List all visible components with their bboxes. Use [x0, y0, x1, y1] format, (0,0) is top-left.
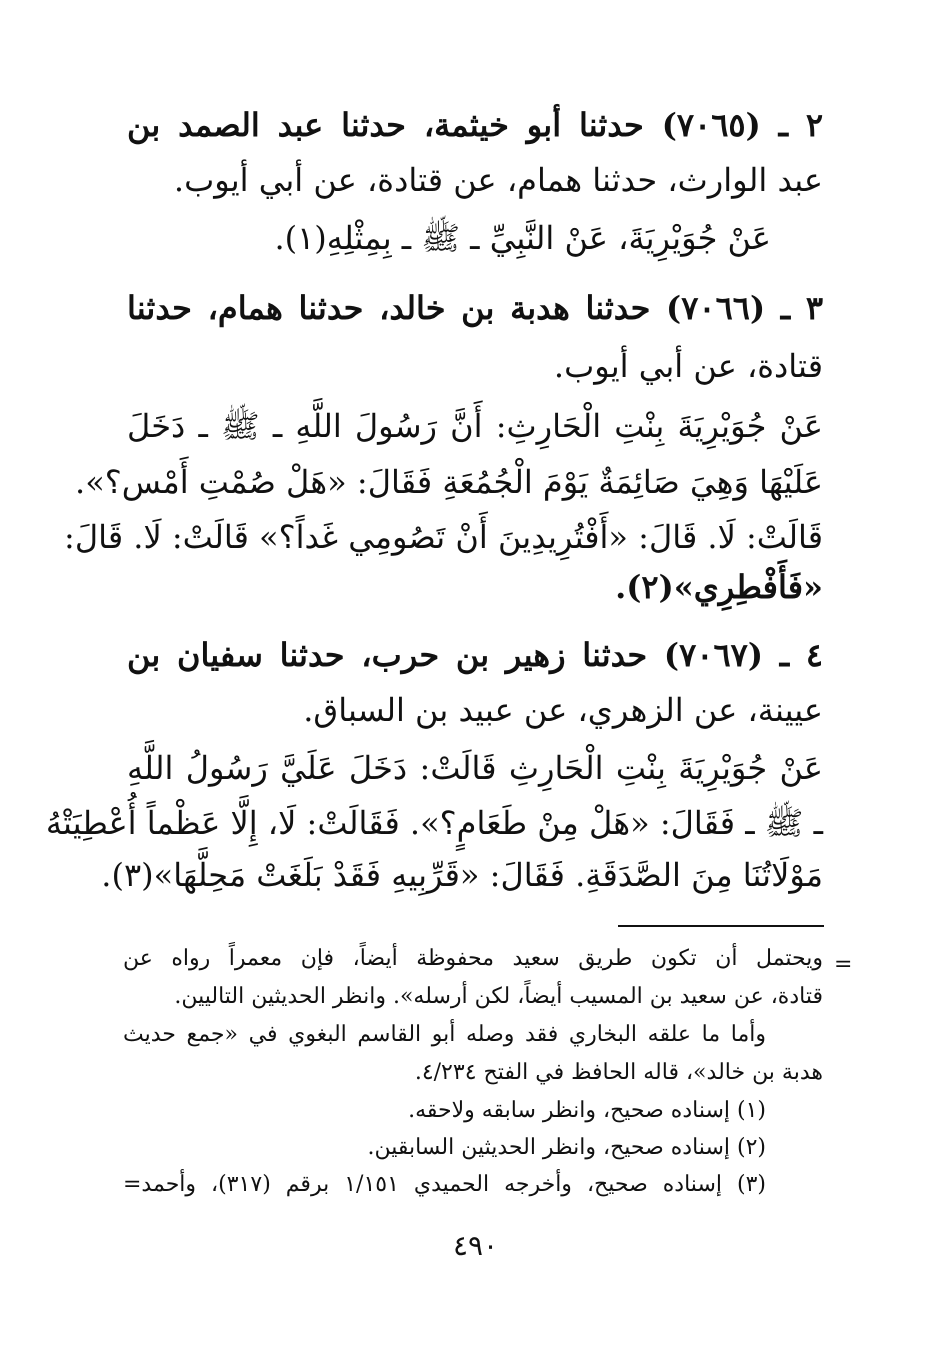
footnote-separator: [618, 925, 824, 927]
footnote-continued-line-3: وأما ما علقه البخاري فقد وصله أبو القاسم البغوي في «جمع حديث: [123, 1022, 766, 1047]
hadith-7067-chain-line-2: عيينة، عن الزهري، عن عبيد بن السباق.: [303, 691, 823, 729]
footnote-continued-line-2: قتادة، عن سعيد بن المسيب أيضاً، لكن أرسله». وانظر الحديثين التاليين.: [174, 984, 823, 1009]
hadith-7065-chain-line-1: ٢ ـ (٧٠٦٥) حدثنا أبو خيثمة، حدثنا عبد الصمد بن: [127, 106, 824, 144]
hadith-7066-matn-line-2: عَلَيْهَا وَهِيَ صَائِمَةٌ يَوْمَ الْجُمُعَةِ فَقَالَ: «هَلْ صُمْتِ أَمْس؟».: [75, 463, 823, 501]
footnote-2: (٢) إسناده صحيح، وانظر الحديثين السابقين.: [367, 1135, 766, 1160]
hadith-7065-matn-line-1: عَنْ جُوَيْرِيَةَ، عَنْ النَّبِيِّ ـ ﷺ ـ بِمِثْلِهِ(١).: [274, 219, 771, 257]
footnote-continuation-mark: =: [834, 952, 853, 977]
page-number: ٤٩٠: [452, 1229, 499, 1262]
footnote-1: (١) إسناده صحيح، وانظر سابقه ولاحقه.: [408, 1098, 766, 1123]
hadith-7066-matn-line-3: قَالَتْ: لَا. قَالَ: «أَفْتُرِيدِينَ أَنْ تَصُومِي غَداً؟» قَالَتْ: لَا. قَالَ:: [64, 518, 823, 556]
hadith-7066-matn-line-1: عَنْ جُوَيْرِيَةَ بِنْتِ الْحَارِثِ: أَنَّ رَسُولَ اللَّهِ ـ ﷺ ـ دَخَلَ: [127, 407, 823, 445]
hadith-7066-chain-line-2: قتادة، عن أبي أيوب.: [553, 347, 823, 385]
hadith-7067-matn-line-3: مَوْلَاتُنَا مِنَ الصَّدَقَةِ. فَقَالَ: «قَرِّبِيهِ فَقَدْ بَلَغَتْ مَحِلَّهَا»(٣).: [101, 856, 823, 894]
footnote-3: (٣) إسناده صحيح، وأخرجه الحميدي ١/١٥١ برقم (٣١٧)، وأحمد=: [123, 1172, 766, 1197]
hadith-7066-chain-line-1: ٣ ـ (٧٠٦٦) حدثنا هدبة بن خالد، حدثنا همام، حدثنا: [127, 289, 824, 327]
hadith-7067-matn-line-1: عَنْ جُوَيْرِيَةَ بِنْتِ الْحَارِثِ قَالَتْ: دَخَلَ عَلَيَّ رَسُولُ اللَّهِ: [127, 749, 823, 787]
hadith-7065-chain-line-2: عبد الوارث، حدثنا همام، عن قتادة، عن أبي أيوب.: [173, 161, 823, 199]
footnote-continued-line-4: هدبة بن خالد»، قاله الحافظ في الفتح ٤/٢٣٤.: [414, 1060, 823, 1085]
footnote-continued-line-1: ويحتمل أن تكون طريق سعيد محفوظة أيضاً، فإن معمراً رواه عن: [123, 946, 824, 971]
hadith-7066-matn-line-4: «فَأَفْطِرِي»(٢).: [615, 568, 823, 606]
hadith-7067-chain-line-1: ٤ ـ (٧٠٦٧) حدثنا زهير بن حرب، حدثنا سفيان بن: [127, 636, 824, 674]
hadith-7067-matn-line-2: ـ ﷺ ـ فَقَالَ: «هَلْ مِنْ طَعَامٍ؟». فَقَالَتْ: لَا، إِلَّا عَظْماً أُعْطِيَتْهُ: [45, 804, 823, 842]
